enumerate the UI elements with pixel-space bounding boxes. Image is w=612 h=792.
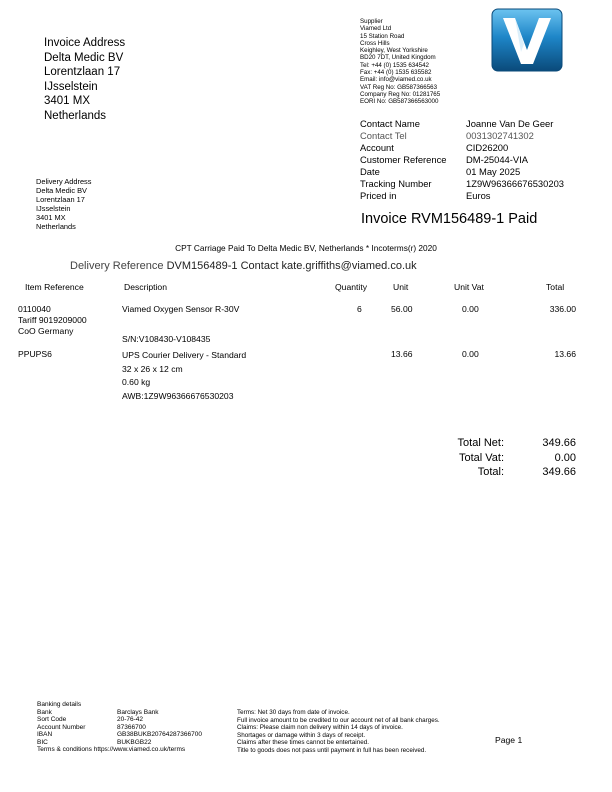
bank-row <box>37 709 237 717</box>
description-line: 0.60 kg <box>122 377 151 388</box>
supplier-line: Supplier <box>360 18 383 25</box>
supplier-line: EORI No: GB587366563000 <box>360 98 439 106</box>
terms-line: Claims after these times cannot be entertained. <box>237 739 369 747</box>
delivery-reference <box>70 260 417 272</box>
terms-line: Shortages or damage within 3 days of receipt. <box>237 731 366 739</box>
table-row-serial-number: S/N:V108430-V108435 <box>122 334 211 344</box>
delivery-address-country: Netherlands <box>36 221 76 231</box>
invoice-address-company: Delta Medic BV <box>44 51 124 64</box>
invoice-info <box>360 118 580 202</box>
supplier-line: 15 Station Road <box>360 32 405 40</box>
supplier-details <box>360 18 440 106</box>
invoice-address <box>44 36 125 124</box>
delivery-address <box>36 178 91 231</box>
delivery-address-city: IJsselstein <box>36 203 71 213</box>
total-vat-row <box>440 451 576 466</box>
terms-line: Terms: Net 30 days from date of invoice. <box>237 709 350 716</box>
supplier-line: Company Reg No: 01281765 <box>360 90 441 98</box>
bank-label: BIC <box>37 738 48 746</box>
supplier-line: VAT Reg No: GB587366563 <box>360 83 438 91</box>
column-header-unit-vat: Unit Vat <box>454 282 484 292</box>
info-row-customer-reference <box>360 154 580 166</box>
info-label: Contact Tel <box>360 130 407 141</box>
table-row-item-reference: PPUPS6 <box>18 349 52 359</box>
terms-line: Claims: Please claim non delivery within 14 days of invoice. <box>237 724 403 732</box>
total-value: 349.66 <box>542 466 576 478</box>
bank-label: Account Number <box>37 723 86 731</box>
description-line: UPS Courier Delivery - Standard <box>122 350 247 360</box>
invoice-address-street: Lorentzlaan 17 <box>44 66 121 79</box>
supplier-line: BD20 7DT, United Kingdom <box>360 54 436 62</box>
info-value: DM-25044-VIA <box>466 154 529 165</box>
invoice-address-country: Netherlands <box>44 109 107 122</box>
item-origin: CoO Germany <box>18 326 74 336</box>
banking-details <box>37 701 237 754</box>
supplier-line: Email: info@viamed.co.uk <box>360 76 432 84</box>
bank-row <box>37 716 237 724</box>
bank-row <box>37 724 237 732</box>
supplier-line: Fax: +44 (0) 1535 635582 <box>360 69 432 77</box>
description-line: 32 x 26 x 12 cm <box>122 363 183 374</box>
table-cell-total: 336.00 <box>549 304 576 314</box>
terms-line: Title to goods does not pass until payment in full has been received. <box>237 746 427 754</box>
column-header-total: Total <box>546 282 565 292</box>
bank-label: IBAN <box>37 731 53 738</box>
total-label: Total Vat: <box>458 451 504 464</box>
bank-label: Sort Code <box>37 716 67 723</box>
supplier-line: Cross Hills <box>360 39 390 47</box>
total-value: 349.66 <box>542 437 576 449</box>
total-label: Total Net: <box>457 437 504 449</box>
total-value: 0.00 <box>554 451 576 464</box>
total-label: Total: <box>477 466 504 478</box>
info-row-account <box>360 142 580 154</box>
terms-link[interactable]: Terms & conditions https://www.viamed.co.uk/terms <box>37 746 186 753</box>
page-number: Page 1 <box>495 735 523 745</box>
table-cell-unit: 56.00 <box>391 304 413 314</box>
item-code: 0110040 <box>18 304 51 314</box>
table-row-item-reference <box>18 304 87 337</box>
info-label: Account <box>360 142 394 153</box>
info-value: 1Z9W96366676530203 <box>466 178 564 189</box>
grand-total-row <box>440 465 576 480</box>
info-label: Contact Name <box>360 118 420 129</box>
delivery-reference-label: Delivery Reference <box>70 260 164 272</box>
totals <box>440 436 576 480</box>
bank-value: 87366700 <box>117 723 146 731</box>
delivery-address-heading: Delivery Address <box>36 177 92 186</box>
bank-value: 20-76-42 <box>117 716 144 723</box>
description-line: Viamed Oxygen Sensor R-30V <box>122 304 240 314</box>
invoice-address-heading: Invoice Address <box>44 37 126 49</box>
supplier-line: Tel: +44 (0) 1535 634542 <box>360 61 429 69</box>
total-net-row <box>440 436 576 451</box>
table-cell-unit-vat: 0.00 <box>462 304 479 314</box>
invoice-title: Invoice RVM156489-1 Paid <box>361 211 538 227</box>
delivery-address-company: Delta Medic BV <box>36 185 87 195</box>
invoice-address-city: IJsselstein <box>44 80 98 93</box>
supplier-line: Keighley, West Yorkshire <box>360 47 428 55</box>
carriage-terms: CPT Carriage Paid To Delta Medic BV, Netherlands * Incoterms(r) 2020 <box>175 243 437 253</box>
info-label: Tracking Number <box>360 178 432 189</box>
bank-row <box>37 731 237 739</box>
info-row-priced-in <box>360 190 580 202</box>
info-value: Joanne Van De Geer <box>466 118 554 129</box>
delivery-address-street: Lorentzlaan 17 <box>36 194 85 204</box>
delivery-address-postcode: 3401 MX <box>36 212 66 222</box>
terms-line: Full invoice amount to be credited to our account net of all bank charges. <box>237 716 440 724</box>
table-cell-unit: 13.66 <box>391 349 413 359</box>
info-row-tracking-number <box>360 178 580 190</box>
supplier-line: Viamed Ltd <box>360 25 392 33</box>
payment-terms <box>237 709 440 755</box>
banking-heading: Banking details <box>37 701 82 708</box>
column-header-description: Description <box>124 282 167 292</box>
item-tariff: Tariff 9019209000 <box>18 315 87 325</box>
info-label: Priced in <box>360 190 397 201</box>
table-cell-unit-vat: 0.00 <box>462 349 479 359</box>
bank-value: GB38BUKB20764287366700 <box>117 731 202 738</box>
info-value: Euros <box>466 190 491 201</box>
description-line: AWB:1Z9W96366676530203 <box>122 390 234 401</box>
invoice-address-postcode: 3401 MX <box>44 95 91 108</box>
info-value: CID26200 <box>466 142 509 153</box>
info-label: Date <box>360 166 380 177</box>
column-header-item-reference: Item Reference <box>25 282 84 292</box>
info-label: Customer Reference <box>360 154 447 165</box>
info-value: 01 May 2025 <box>466 166 521 177</box>
info-row-contact-name <box>360 118 580 130</box>
bank-label: Bank <box>37 708 52 716</box>
info-row-date <box>360 166 580 178</box>
table-cell-total: 13.66 <box>554 349 576 359</box>
column-header-unit: Unit <box>393 282 409 292</box>
delivery-reference-value: DVM156489-1 Contact kate.griffiths@viamed.co.uk <box>166 260 417 272</box>
table-row-description <box>122 304 239 315</box>
table-cell-quantity: 6 <box>357 304 362 314</box>
bank-value: Barclays Bank <box>117 708 159 716</box>
bank-row <box>37 739 237 747</box>
column-header-quantity: Quantity <box>335 282 368 292</box>
bank-value: BUKBGB22 <box>117 738 152 746</box>
viamed-logo-icon <box>491 8 563 72</box>
table-row-description <box>122 349 246 403</box>
info-value: 0031302741302 <box>466 130 534 141</box>
info-row-contact-tel <box>360 130 580 142</box>
